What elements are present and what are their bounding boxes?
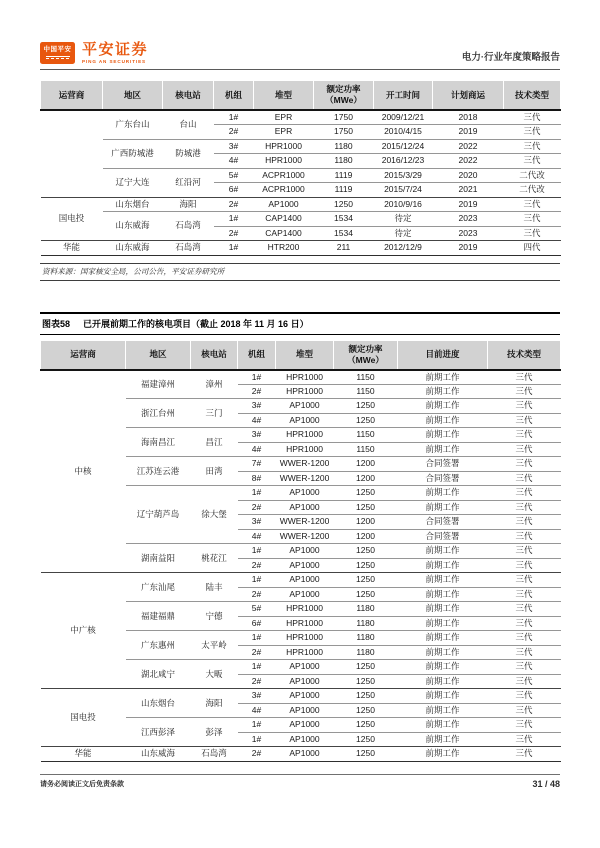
rated-power-cell: 1250 bbox=[334, 413, 398, 428]
table-row bbox=[41, 747, 561, 762]
station-cell: 三门 bbox=[191, 399, 238, 428]
rated-power-cell: 1180 bbox=[334, 616, 398, 631]
col5-cell: 前期工作 bbox=[398, 442, 488, 457]
col6-cell: 三代 bbox=[488, 660, 561, 675]
col5-cell: 前期工作 bbox=[398, 413, 488, 428]
col6-cell: 三代 bbox=[488, 384, 561, 399]
unit-cell: 1# bbox=[238, 486, 276, 501]
col6-cell: 2023 bbox=[433, 226, 504, 241]
reactor-type-cell: AP1000 bbox=[276, 486, 334, 501]
page-footer bbox=[40, 774, 560, 789]
column-header: 额定功率 （MWe） bbox=[314, 81, 374, 110]
operator-cell: 中核 bbox=[74, 465, 92, 476]
table-row bbox=[41, 197, 561, 212]
reactor-type-cell: AP1000 bbox=[276, 689, 334, 704]
reactor-type-cell: HPR1000 bbox=[276, 384, 334, 399]
col7-cell: 三代 bbox=[504, 154, 561, 169]
brand-name-en: PING AN SECURITIES bbox=[82, 59, 147, 64]
unit-cell: 2# bbox=[238, 645, 276, 660]
column-header: 计划商运 bbox=[433, 81, 504, 110]
operator-cell bbox=[41, 110, 103, 197]
rated-power-cell: 1250 bbox=[334, 500, 398, 515]
region-cell: 山东威海 bbox=[103, 212, 163, 241]
reactor-type-cell: ACPR1000 bbox=[254, 168, 314, 183]
col7-cell: 二代改 bbox=[504, 168, 561, 183]
unit-cell: 1# bbox=[214, 241, 254, 256]
rated-power-cell: 1250 bbox=[334, 587, 398, 602]
col5-cell: 前期工作 bbox=[398, 660, 488, 675]
col6-cell: 2018 bbox=[458, 111, 478, 122]
reactor-type-cell: HPR1000 bbox=[286, 371, 323, 382]
col5-cell: 前期工作 bbox=[398, 631, 488, 646]
unit-cell: 1# bbox=[238, 631, 276, 646]
under-construction-table bbox=[40, 81, 561, 256]
col5-cell: 前期工作 bbox=[398, 384, 488, 399]
col5-cell: 前期工作 bbox=[398, 616, 488, 631]
station-cell: 石岛湾 bbox=[163, 212, 214, 241]
unit-cell: 6# bbox=[238, 616, 276, 631]
unit-cell: 1# bbox=[251, 371, 262, 382]
table-row bbox=[41, 689, 561, 704]
col5-cell: 前期工作 bbox=[398, 674, 488, 689]
reactor-type-cell: AP1000 bbox=[276, 500, 334, 515]
unit-cell: 2# bbox=[238, 384, 276, 399]
station-cell: 彭泽 bbox=[191, 718, 238, 747]
col5-cell: 前期工作 bbox=[425, 371, 460, 382]
region-cell: 湖北咸宁 bbox=[126, 660, 191, 689]
col6-cell: 2019 bbox=[433, 241, 504, 256]
col5-cell: 合同签署 bbox=[398, 529, 488, 544]
station-cell: 防城港 bbox=[163, 139, 214, 168]
region-cell: 广东汕尾 bbox=[126, 573, 191, 602]
col6-cell: 三代 bbox=[488, 529, 561, 544]
col6-cell: 三代 bbox=[488, 703, 561, 718]
col6-cell: 2019 bbox=[433, 125, 504, 140]
rated-power-cell: 1534 bbox=[314, 226, 374, 241]
station-cell: 石岛湾 bbox=[163, 241, 214, 256]
unit-cell: 2# bbox=[238, 747, 276, 762]
column-header: 技术类型 bbox=[488, 341, 561, 370]
region-cell: 江苏连云港 bbox=[126, 457, 191, 486]
station-cell: 台山 bbox=[179, 119, 197, 130]
region-cell: 山东威海 bbox=[126, 747, 191, 762]
reactor-type-cell: HPR1000 bbox=[276, 428, 334, 443]
region-cell: 山东烟台 bbox=[126, 689, 191, 718]
rated-power-cell: 1200 bbox=[334, 515, 398, 530]
col6-cell: 三代 bbox=[488, 573, 561, 588]
reactor-type-cell: WWER-1200 bbox=[276, 471, 334, 486]
col6-cell: 三代 bbox=[488, 442, 561, 457]
col7-cell: 四代 bbox=[504, 241, 561, 256]
rated-power-cell: 1180 bbox=[314, 139, 374, 154]
rated-power-cell: 1119 bbox=[314, 168, 374, 183]
col5-cell: 前期工作 bbox=[398, 486, 488, 501]
col5-cell: 前期工作 bbox=[398, 602, 488, 617]
unit-cell: 2# bbox=[238, 674, 276, 689]
reactor-type-cell: WWER-1200 bbox=[276, 529, 334, 544]
col6-cell: 三代 bbox=[488, 616, 561, 631]
col5-cell: 前期工作 bbox=[398, 428, 488, 443]
reactor-type-cell: AP1000 bbox=[276, 703, 334, 718]
page-header bbox=[40, 38, 560, 64]
unit-cell: 5# bbox=[238, 602, 276, 617]
station-cell: 红沿河 bbox=[163, 168, 214, 197]
preliminary-projects-table bbox=[40, 341, 561, 762]
column-header: 核电站 bbox=[163, 81, 214, 110]
col5-cell: 前期工作 bbox=[398, 399, 488, 414]
reactor-type-cell: AP1000 bbox=[276, 587, 334, 602]
unit-cell: 8# bbox=[238, 471, 276, 486]
col6-cell: 三代 bbox=[488, 689, 561, 704]
rated-power-cell: 1750 bbox=[334, 111, 353, 122]
rated-power-cell: 1250 bbox=[334, 747, 398, 762]
rated-power-cell: 1150 bbox=[334, 428, 398, 443]
unit-cell: 1# bbox=[238, 718, 276, 733]
table-row bbox=[41, 370, 561, 385]
reactor-type-cell: WWER-1200 bbox=[276, 515, 334, 530]
rated-power-cell: 1150 bbox=[334, 384, 398, 399]
col5-cell: 前期工作 bbox=[398, 747, 488, 762]
station-cell: 昌江 bbox=[191, 428, 238, 457]
unit-cell: 2# bbox=[214, 197, 254, 212]
station-cell: 石岛湾 bbox=[191, 747, 238, 762]
col6-cell: 三代 bbox=[488, 732, 561, 747]
rated-power-cell: 211 bbox=[314, 241, 374, 256]
region-cell: 浙江台州 bbox=[126, 399, 191, 428]
unit-cell: 2# bbox=[214, 226, 254, 241]
report-series-title: 电力·行业年度策略报告 bbox=[461, 52, 560, 63]
unit-cell: 2# bbox=[238, 500, 276, 515]
column-header: 额定功率 （MWe） bbox=[334, 341, 398, 370]
col6-cell: 三代 bbox=[488, 544, 561, 559]
reactor-type-cell: AP1000 bbox=[254, 197, 314, 212]
region-cell: 湖南益阳 bbox=[126, 544, 191, 573]
unit-cell: 1# bbox=[228, 111, 239, 122]
column-header: 堆型 bbox=[254, 81, 314, 110]
reactor-type-cell: AP1000 bbox=[276, 732, 334, 747]
station-cell: 陆丰 bbox=[191, 573, 238, 602]
reactor-type-cell: EPR bbox=[254, 125, 314, 140]
station-cell: 太平岭 bbox=[191, 631, 238, 660]
col5-cell: 待定 bbox=[374, 212, 433, 227]
header-divider bbox=[40, 69, 560, 70]
col7-cell: 三代 bbox=[504, 197, 561, 212]
unit-cell: 1# bbox=[238, 660, 276, 675]
reactor-type-cell: AP1000 bbox=[276, 573, 334, 588]
unit-cell: 7# bbox=[238, 457, 276, 472]
col6-cell: 2023 bbox=[433, 212, 504, 227]
col6-cell: 三代 bbox=[488, 428, 561, 443]
column-header: 核电站 bbox=[191, 341, 238, 370]
col6-cell: 2019 bbox=[433, 197, 504, 212]
col5-cell: 前期工作 bbox=[398, 645, 488, 660]
station-cell: 海阳 bbox=[191, 689, 238, 718]
unit-cell: 4# bbox=[238, 529, 276, 544]
reactor-type-cell: AP1000 bbox=[276, 558, 334, 573]
reactor-type-cell: CAP1400 bbox=[254, 212, 314, 227]
rated-power-cell: 1250 bbox=[314, 197, 374, 212]
column-header: 地区 bbox=[126, 341, 191, 370]
unit-cell: 3# bbox=[238, 399, 276, 414]
rated-power-cell: 1534 bbox=[314, 212, 374, 227]
region-cell: 福建漳州 bbox=[140, 378, 175, 389]
col5-cell: 前期工作 bbox=[398, 587, 488, 602]
reactor-type-cell: HPR1000 bbox=[276, 645, 334, 660]
chart58-title: 已开展前期工作的核电项目（截止 2018 年 11 月 16 日） bbox=[83, 319, 309, 330]
col5-cell: 2010/4/15 bbox=[374, 125, 433, 140]
col5-cell: 前期工作 bbox=[398, 573, 488, 588]
reactor-type-cell: HPR1000 bbox=[276, 442, 334, 457]
col7-cell: 三代 bbox=[504, 212, 561, 227]
region-cell: 海南昌江 bbox=[126, 428, 191, 457]
rated-power-cell: 1250 bbox=[334, 674, 398, 689]
reactor-type-cell: HPR1000 bbox=[276, 631, 334, 646]
rated-power-cell: 1750 bbox=[314, 125, 374, 140]
reactor-type-cell: AP1000 bbox=[276, 674, 334, 689]
table-row bbox=[41, 168, 561, 183]
col6-cell: 三代 bbox=[488, 631, 561, 646]
column-header: 目前进度 bbox=[398, 341, 488, 370]
station-cell: 海阳 bbox=[163, 197, 214, 212]
rated-power-cell: 1200 bbox=[334, 457, 398, 472]
column-header: 运营商 bbox=[41, 81, 103, 110]
col5-cell: 待定 bbox=[374, 226, 433, 241]
rated-power-cell: 1250 bbox=[334, 399, 398, 414]
unit-cell: 2# bbox=[214, 125, 254, 140]
operator-cell: 华能 bbox=[41, 747, 126, 762]
col6-cell: 三代 bbox=[488, 674, 561, 689]
table-row bbox=[41, 212, 561, 227]
rated-power-cell: 1150 bbox=[334, 442, 398, 457]
reactor-type-cell: HPR1000 bbox=[276, 616, 334, 631]
table-header-row bbox=[41, 341, 561, 370]
unit-cell: 4# bbox=[238, 413, 276, 428]
col5-cell: 前期工作 bbox=[398, 544, 488, 559]
unit-cell: 2# bbox=[238, 558, 276, 573]
col7-cell: 三代 bbox=[504, 125, 561, 140]
operator-cell: 华能 bbox=[41, 241, 103, 256]
reactor-type-cell: AP1000 bbox=[276, 413, 334, 428]
col6-cell: 三代 bbox=[488, 457, 561, 472]
col6-cell: 2021 bbox=[433, 183, 504, 198]
rated-power-cell: 1250 bbox=[334, 544, 398, 559]
station-cell: 大畈 bbox=[191, 660, 238, 689]
col6-cell: 三代 bbox=[488, 486, 561, 501]
region-cell: 广东惠州 bbox=[126, 631, 191, 660]
rated-power-cell: 1180 bbox=[314, 154, 374, 169]
region-cell: 辽宁葫芦岛 bbox=[126, 486, 191, 544]
col6-cell: 三代 bbox=[488, 645, 561, 660]
table-row bbox=[41, 110, 561, 125]
col5-cell: 前期工作 bbox=[398, 732, 488, 747]
reactor-type-cell: HTR200 bbox=[254, 241, 314, 256]
col6-cell: 2022 bbox=[433, 139, 504, 154]
rated-power-cell: 1250 bbox=[334, 558, 398, 573]
reactor-type-cell: CAP1400 bbox=[254, 226, 314, 241]
col6-cell: 三代 bbox=[488, 471, 561, 486]
table-row bbox=[41, 241, 561, 256]
col7-cell: 三代 bbox=[504, 139, 561, 154]
col6-cell: 三代 bbox=[488, 602, 561, 617]
col7-cell: 三代 bbox=[504, 226, 561, 241]
station-cell: 徐大堡 bbox=[191, 486, 238, 544]
region-cell: 山东威海 bbox=[103, 241, 163, 256]
unit-cell: 1# bbox=[238, 732, 276, 747]
column-header: 堆型 bbox=[276, 341, 334, 370]
region-cell: 广西防城港 bbox=[103, 139, 163, 168]
reactor-type-cell: EPR bbox=[274, 111, 293, 122]
rated-power-cell: 1180 bbox=[334, 602, 398, 617]
reactor-type-cell: WWER-1200 bbox=[276, 457, 334, 472]
pingan-logo-icon bbox=[40, 42, 75, 64]
col5-cell: 前期工作 bbox=[398, 718, 488, 733]
unit-cell: 3# bbox=[238, 515, 276, 530]
rated-power-cell: 1180 bbox=[334, 631, 398, 646]
col7-cell: 三代 bbox=[523, 111, 541, 122]
column-header: 技术类型 bbox=[504, 81, 561, 110]
col6-cell: 三代 bbox=[515, 371, 533, 382]
region-cell: 福建福鼎 bbox=[126, 602, 191, 631]
brand-block bbox=[40, 42, 148, 64]
chart58-titlebar bbox=[40, 312, 560, 335]
col6-cell: 三代 bbox=[488, 399, 561, 414]
chart58-label: 图表58 bbox=[42, 319, 71, 330]
operator-cell: 中广核 bbox=[41, 573, 126, 689]
unit-cell: 6# bbox=[214, 183, 254, 198]
col6-cell: 三代 bbox=[488, 558, 561, 573]
region-cell: 山东烟台 bbox=[103, 197, 163, 212]
region-cell: 江西彭泽 bbox=[126, 718, 191, 747]
reactor-type-cell: AP1000 bbox=[276, 660, 334, 675]
col6-cell: 三代 bbox=[488, 413, 561, 428]
rated-power-cell: 1250 bbox=[334, 732, 398, 747]
rated-power-cell: 1250 bbox=[334, 718, 398, 733]
col5-cell: 2010/9/16 bbox=[374, 197, 433, 212]
operator-cell: 国电投 bbox=[41, 197, 103, 241]
reactor-type-cell: HPR1000 bbox=[276, 602, 334, 617]
reactor-type-cell: AP1000 bbox=[276, 747, 334, 762]
brand-name-block bbox=[82, 42, 148, 64]
unit-cell: 1# bbox=[238, 573, 276, 588]
col5-cell: 前期工作 bbox=[398, 689, 488, 704]
table-header-row bbox=[41, 81, 561, 110]
col5-cell: 2009/12/21 bbox=[381, 111, 425, 122]
unit-cell: 5# bbox=[214, 168, 254, 183]
col5-cell: 2015/3/29 bbox=[374, 168, 433, 183]
col5-cell: 2012/12/9 bbox=[374, 241, 433, 256]
col6-cell: 三代 bbox=[488, 587, 561, 602]
unit-cell: 4# bbox=[238, 442, 276, 457]
brand-name: 平安证券 bbox=[82, 40, 149, 58]
logo-badge-subline bbox=[46, 56, 70, 59]
logo-badge-text: 中国平安 bbox=[43, 46, 72, 54]
reactor-type-cell: HPR1000 bbox=[254, 154, 314, 169]
unit-cell: 3# bbox=[238, 428, 276, 443]
col5-cell: 前期工作 bbox=[398, 558, 488, 573]
col5-cell: 2015/12/24 bbox=[374, 139, 433, 154]
rated-power-cell: 1250 bbox=[334, 689, 398, 704]
table-row bbox=[41, 573, 561, 588]
footer-page-number: 31 / 48 bbox=[532, 778, 560, 789]
region-cell: 广东台山 bbox=[115, 119, 150, 130]
unit-cell: 3# bbox=[214, 139, 254, 154]
table1-source-note: 资料来源：国家核安全局，公司公告，平安证券研究所 bbox=[40, 263, 560, 281]
rated-power-cell: 1180 bbox=[334, 645, 398, 660]
station-cell: 漳州 bbox=[205, 378, 223, 389]
col5-cell: 2015/7/24 bbox=[374, 183, 433, 198]
operator-cell: 国电投 bbox=[41, 689, 126, 747]
column-header: 运营商 bbox=[41, 341, 126, 370]
table-row bbox=[41, 139, 561, 154]
col6-cell: 2020 bbox=[433, 168, 504, 183]
column-header: 地区 bbox=[103, 81, 163, 110]
col5-cell: 合同签署 bbox=[398, 457, 488, 472]
rated-power-cell: 1250 bbox=[334, 660, 398, 675]
unit-cell: 1# bbox=[238, 544, 276, 559]
reactor-type-cell: ACPR1000 bbox=[254, 183, 314, 198]
rated-power-cell: 1200 bbox=[334, 471, 398, 486]
col5-cell: 2016/12/23 bbox=[374, 154, 433, 169]
col5-cell: 前期工作 bbox=[398, 500, 488, 515]
unit-cell: 3# bbox=[238, 689, 276, 704]
col6-cell: 三代 bbox=[488, 515, 561, 530]
rated-power-cell: 1250 bbox=[334, 703, 398, 718]
rated-power-cell: 1250 bbox=[334, 486, 398, 501]
col6-cell: 2022 bbox=[433, 154, 504, 169]
station-cell: 田湾 bbox=[191, 457, 238, 486]
reactor-type-cell: AP1000 bbox=[276, 399, 334, 414]
region-cell: 辽宁大连 bbox=[103, 168, 163, 197]
unit-cell: 4# bbox=[238, 703, 276, 718]
reactor-type-cell: AP1000 bbox=[276, 544, 334, 559]
unit-cell: 4# bbox=[214, 154, 254, 169]
col5-cell: 合同签署 bbox=[398, 471, 488, 486]
col5-cell: 前期工作 bbox=[398, 703, 488, 718]
col5-cell: 合同签署 bbox=[398, 515, 488, 530]
reactor-type-cell: AP1000 bbox=[276, 718, 334, 733]
unit-cell: 1# bbox=[214, 212, 254, 227]
col6-cell: 三代 bbox=[488, 747, 561, 762]
col6-cell: 三代 bbox=[488, 718, 561, 733]
col7-cell: 二代改 bbox=[504, 183, 561, 198]
rated-power-cell: 1250 bbox=[334, 573, 398, 588]
col6-cell: 三代 bbox=[488, 500, 561, 515]
rated-power-cell: 1119 bbox=[314, 183, 374, 198]
reactor-type-cell: HPR1000 bbox=[254, 139, 314, 154]
rated-power-cell: 1200 bbox=[334, 529, 398, 544]
column-header: 开工时间 bbox=[374, 81, 433, 110]
station-cell: 桃花江 bbox=[191, 544, 238, 573]
unit-cell: 2# bbox=[238, 587, 276, 602]
station-cell: 宁德 bbox=[191, 602, 238, 631]
footer-disclaimer: 请务必阅读正文后免责条款 bbox=[40, 780, 124, 788]
column-header: 机组 bbox=[238, 341, 276, 370]
column-header: 机组 bbox=[214, 81, 254, 110]
rated-power-cell: 1150 bbox=[356, 371, 375, 382]
